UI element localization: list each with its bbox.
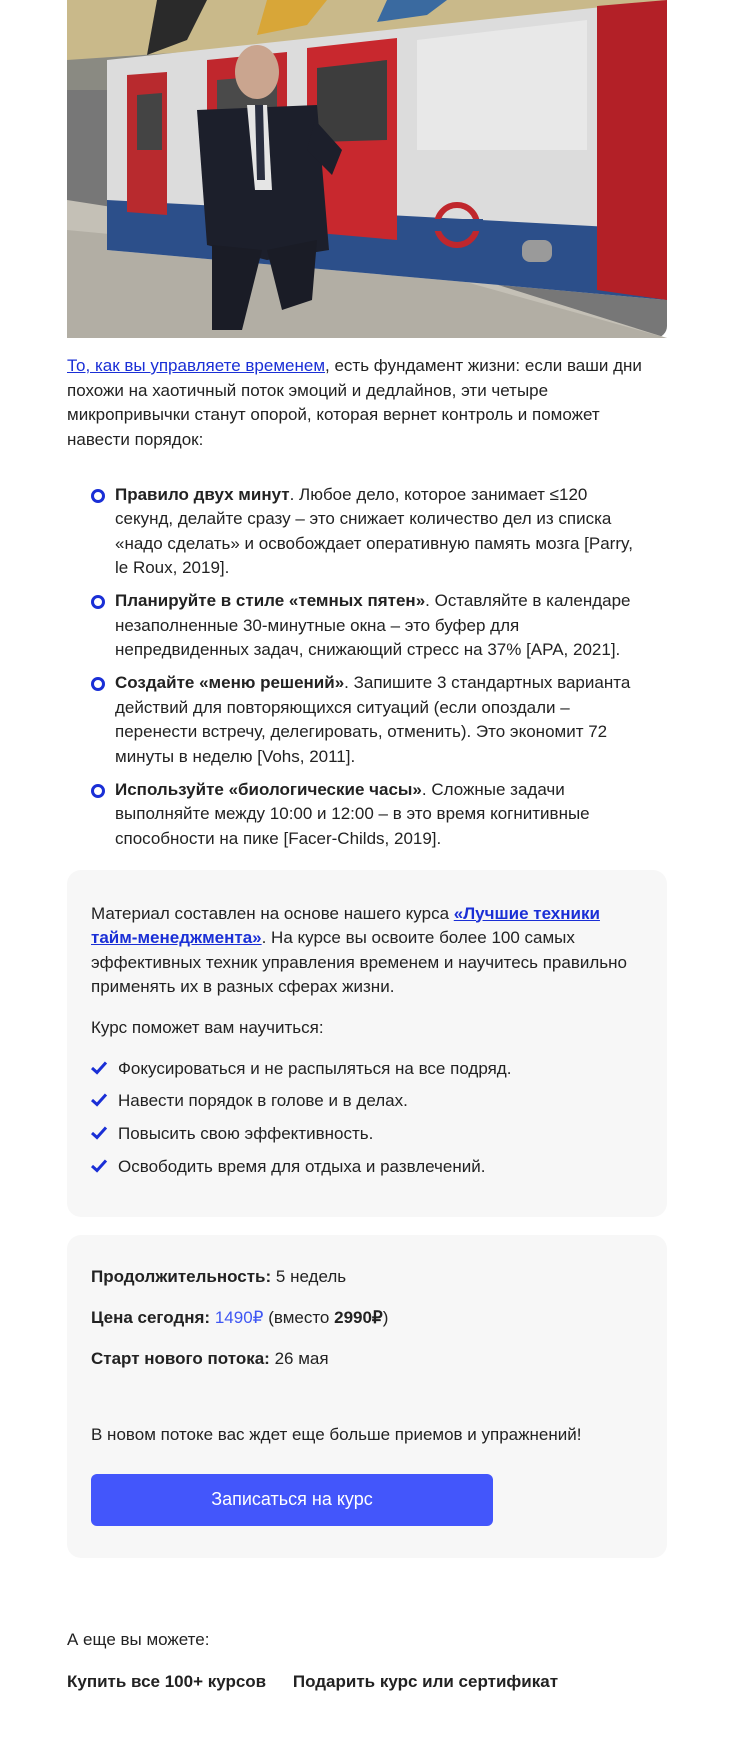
price-now: 1490₽ xyxy=(214,1307,264,1327)
tip-title: Правило двух минут xyxy=(115,484,290,504)
benefit-text: Навести порядок в голове и в делах. xyxy=(118,1091,408,1111)
enroll-button[interactable]: Записаться на курс xyxy=(91,1474,493,1526)
ring-bullet-icon xyxy=(91,489,105,503)
benefit-text: Повысить свою эффективность. xyxy=(118,1124,374,1144)
duration-value: 5 недель xyxy=(271,1267,347,1287)
gift-course-link[interactable]: Подарить курс или сертификат xyxy=(292,1671,559,1691)
intro-paragraph xyxy=(67,354,667,453)
duration-row xyxy=(91,1265,643,1290)
list-item xyxy=(91,1155,643,1180)
subway-scene-illustration xyxy=(67,0,667,338)
tip-title: Создайте «меню решений» xyxy=(115,673,345,693)
checkmark-icon xyxy=(91,1061,107,1074)
tip-text: . Оставляйте в календаре незаполненные 30-минутные окна – это буфер для непредвиденных задач, снижающий стресс на 37% [APA, 2021]. xyxy=(115,591,631,660)
course-lead xyxy=(91,902,643,1001)
start-row xyxy=(91,1347,643,1372)
tip-text: . Запишите 3 стандартных варианта действий для повторяющихся ситуаций (если опоздали – перенести встречу, делегировать, отменить). Это экономит 72 минуты в неделю [Vohs, 2011]. xyxy=(115,673,631,766)
course-info-box xyxy=(67,870,667,1218)
buy-all-courses-link[interactable]: Купить все 100+ курсов xyxy=(67,1671,267,1691)
email-content xyxy=(67,0,667,1691)
duration-label: Продолжительность: xyxy=(91,1267,272,1287)
ring-bullet-icon xyxy=(91,677,105,691)
offer-box xyxy=(67,1235,667,1558)
price-label: Цена сегодня: xyxy=(91,1307,211,1327)
hero-image xyxy=(67,0,667,338)
more-label: А еще вы можете: xyxy=(67,1629,210,1649)
price-mid: (вместо xyxy=(263,1307,335,1327)
list-item xyxy=(91,778,643,852)
course-link[interactable]: «Лучшие техники тайм-менеджмента» xyxy=(91,903,600,948)
time-management-link[interactable]: То, как вы управляете временем xyxy=(67,356,326,375)
ring-bullet-icon xyxy=(91,595,105,609)
list-item xyxy=(91,1089,643,1114)
course-lead-before: Материал составлен на основе нашего курса xyxy=(91,903,454,923)
checkmark-icon xyxy=(91,1126,107,1139)
list-item xyxy=(91,1122,643,1147)
course-lead-after: . На курсе вы освоите более 100 самых эффективных техник управления временем и научитесь правильно применять их в разных сферах жизни. xyxy=(91,928,627,997)
tip-text: . Любое дело, которое занимает ≤120 секунд, делайте сразу – это снижает количество дел из списка «надо сделать» и освобождает оперативную память мозга [Parry, le Roux, 2019]. xyxy=(115,484,633,578)
intro-text: , есть фундамент жизни: если ваши дни похожи на хаотичный поток эмоций и дедлайнов, эти четыре микропривычки станут опорой, которая вернет контроль и поможет навести порядок: xyxy=(67,356,642,449)
tip-title: Планируйте в стиле «темных пятен» xyxy=(115,591,426,611)
ring-bullet-icon xyxy=(91,784,105,798)
list-item xyxy=(91,1057,643,1082)
list-item xyxy=(91,671,643,770)
price-row xyxy=(91,1306,643,1331)
start-label: Старт нового потока: xyxy=(91,1348,270,1368)
list-item xyxy=(91,483,643,582)
start-value: 26 мая xyxy=(269,1348,329,1368)
offer-note: В новом потоке вас ждет еще больше приемов и упражнений! xyxy=(91,1425,582,1445)
checkmark-icon xyxy=(91,1159,107,1172)
more-links xyxy=(67,1670,667,1691)
checkmark-icon xyxy=(91,1093,107,1106)
price-old: 2990₽ xyxy=(334,1307,383,1327)
tip-text: . Сложные задачи выполняйте между 10:00 и 12:00 – в это время когнитивные способности на пике [Facer-Childs, 2019]. xyxy=(115,779,590,848)
tip-title: Используйте «биологические часы» xyxy=(115,779,422,799)
tips-list xyxy=(67,483,667,852)
list-item xyxy=(91,589,643,663)
benefits-list xyxy=(91,1057,643,1180)
benefit-text: Фокусироваться и не распыляться на все подряд. xyxy=(118,1058,512,1078)
benefit-text: Освободить время для отдыха и развлечений. xyxy=(118,1156,486,1176)
course-helps-label: Курс поможет вам научиться: xyxy=(91,1018,324,1038)
price-end: ) xyxy=(382,1307,389,1327)
